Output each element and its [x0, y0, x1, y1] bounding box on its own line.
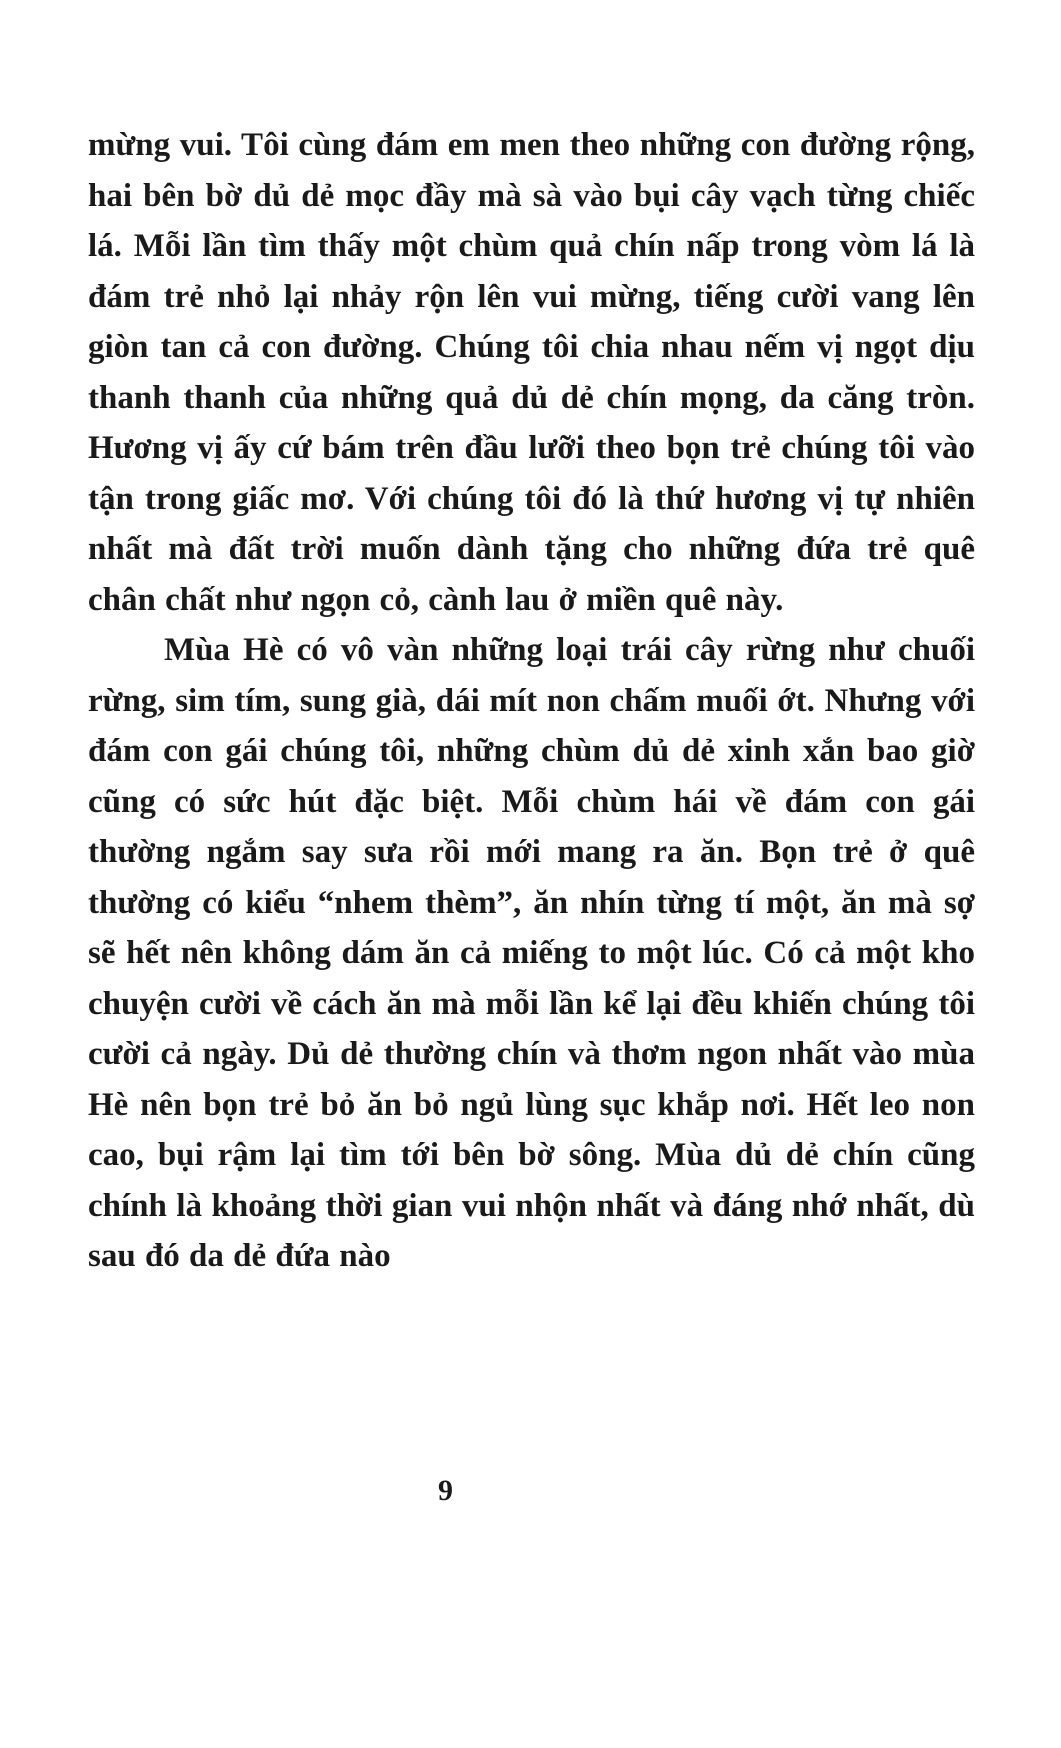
page-number: 9 [438, 1474, 453, 1507]
body-text [88, 120, 975, 1282]
paragraph: mừng vui. Tôi cùng đám em men theo những con đường rộng, hai bên bờ dủ dẻ mọc đầy mà sà vào bụi cây vạch từng chiếc lá. Mỗi lần tìm thấy một chùm quả chín nấp trong vòm lá là đám trẻ nhỏ lại nhảy rộn lên vui mừng, tiếng cười vang lên giòn tan cả con đường. Chúng tôi chia nhau nếm vị ngọt dịu thanh thanh của những quả dủ dẻ chín mọng, da căng tròn. Hương vị ấy cứ bám trên đầu lưỡi theo bọn trẻ chúng tôi vào tận trong giấc mơ. Với chúng tôi đó là thứ hương vị tự nhiên nhất mà đất trời muốn dành tặng cho những đứa trẻ quê chân chất như ngọn cỏ, cành lau ở miền quê này. [88, 127, 975, 618]
paragraph: Mùa Hè có vô vàn những loại trái cây rừng như chuối rừng, sim tím, sung già, dái mít non chấm muối ớt. Nhưng với đám con gái chúng tôi, những chùm dủ dẻ xinh xắn bao giờ cũng có sức hút đặc biệt. Mỗi chùm hái về đám con gái thường ngắm say sưa rồi mới mang ra ăn. Bọn trẻ ở quê thường có kiểu “nhem thèm”, ăn nhín từng tí một, ăn mà sợ sẽ hết nên không dám ăn cả miếng to một lúc. Có cả một kho chuyện cười về cách ăn mà mỗi lần kể lại đều khiến chúng tôi cười cả ngày. Dủ dẻ thường chín và thơm ngon nhất vào mùa Hè nên bọn trẻ bỏ ăn bỏ ngủ lùng sục khắp nơi. Hết leo non cao, bụi rậm lại tìm tới bên bờ sông. Mùa dủ dẻ chín cũng chính là khoảng thời gian vui nhộn nhất và đáng nhớ nhất, dù sau đó da dẻ đứa nào [88, 632, 975, 1274]
